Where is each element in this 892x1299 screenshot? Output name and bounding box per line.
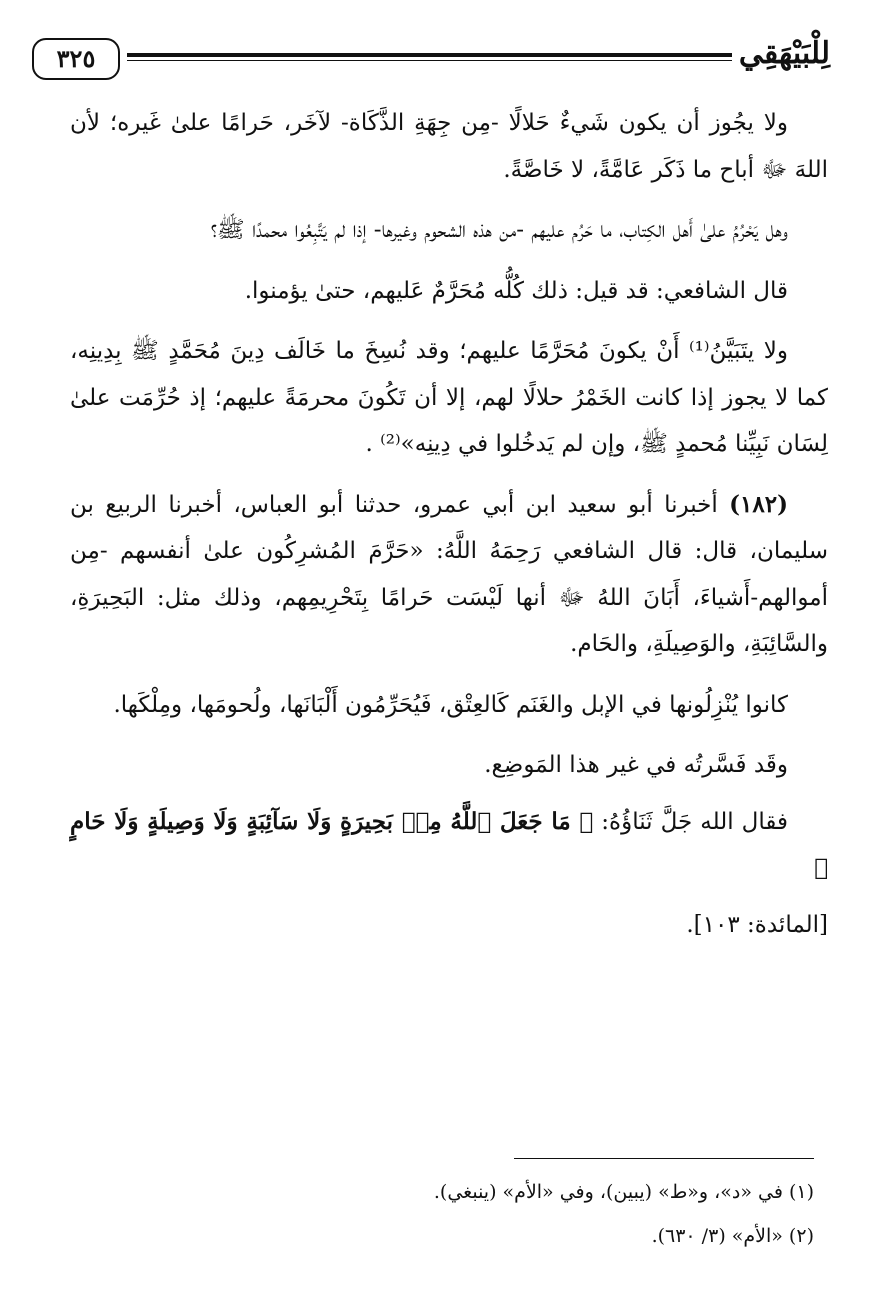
- paragraph-2: وهل يَحْرُمُ علىٰ أَهل الكِتاب، ما حَرُم عليهم -من هذه الشحوم وغيرها- إذا لم يَتَّبِعُوا محمدًا ﷺ؟: [210, 217, 788, 243]
- quran-reference: [المائدة: ١٠٣].: [686, 911, 828, 938]
- quran-verse: ﴿ مَا جَعَلَ ٱللَّهُ مِنۢ بَحِيرَةٍ وَلَا سَآئِبَةٍ وَلَا وَصِيلَةٍ وَلَا حَامٍ ﴾: [70, 807, 828, 881]
- footnote-separator: [514, 1158, 814, 1159]
- paragraph-6: كانوا يُنْزِلُونها في الإبل والغَنَم كَالعِتْق، فَيُحَرِّمُون أَلْبَانَها، ولُحومَها، ومِلْكَها.: [113, 691, 788, 718]
- quran-intro: فقال الله جَلَّ ثَنَاؤُهُ:: [601, 808, 788, 835]
- paragraph-hadith-182: [70, 482, 828, 668]
- page-number-badge: ٣٢٥: [32, 38, 120, 80]
- paragraph-7: وقَد فَسَّرتُه في غير هذا المَوضِع.: [484, 752, 788, 778]
- footnote-1: (١) في «د»، و«ط» (يبين)، وفي «الأم» (ينبغي).: [433, 1181, 814, 1203]
- hadith-text: أخبرنا أبو سعيد ابن أبي عمرو، حدثنا أبو العباس، أخبرنا الربيع بن سليمان، قال: قال الشافعي رَحِمَهُ اللَّهُ: «حَرَّمَ المُشرِكُون علىٰ أنفسهم -مِن أموالهم-أَشياءَ، أَبَانَ اللهُ ﷻ أنها لَيْسَت حَرامًا بِتَحْرِيمِهم، وذلك مثل: البَحِيرَةِ، والسَّائِبَةِ، والوَصِيلَةِ، والحَام.: [70, 491, 828, 657]
- running-title: لِلْبَيْهَقِي: [738, 36, 830, 71]
- page-body: [70, 100, 828, 948]
- footnote-2: (٢) «الأم» (٣/ ٦٣٠).: [651, 1225, 814, 1247]
- hadith-number: (١٨٢): [729, 490, 788, 518]
- page-header: [32, 32, 830, 88]
- paragraph-1: ولا يجُوز أن يكون شَيءٌ حَلالًا -مِن جِهَةِ الذَّكَاة- لآخَر، حَرامًا علىٰ غَيره؛ لأن اللهَ ﷻ أباح ما ذَكَر عَامَّةً، لا خَاصَّةً.: [70, 110, 828, 183]
- paragraph-3: قال الشافعي: قد قيل: ذلك كُلُّه مُحَرَّمٌ عَليهم، حتىٰ يؤمنوا.: [244, 277, 788, 304]
- paragraph-4: ولا يتَبَيَّنُ⁽¹⁾ أَنْ يكونَ مُحَرَّمًا عليهم؛ وقد نُسِخَ ما خَالَف دِينَ مُحَمَّدٍ ﷺ بِدِينِه، كما لا يجوز إذا كانت الخَمْرُ حلالًا لهم، إلا أن تَكُونَ محرمَةً عليهم؛ إذ حُرِّمَت علىٰ لِسَان نَبِيِّنا مُحمدٍ ﷺ، وإن لم يَدخُلوا في دِينِه»⁽²⁾ .: [70, 338, 828, 457]
- paragraph-quran: [70, 799, 828, 892]
- header-rule: [127, 53, 732, 61]
- footnotes: [70, 1170, 814, 1258]
